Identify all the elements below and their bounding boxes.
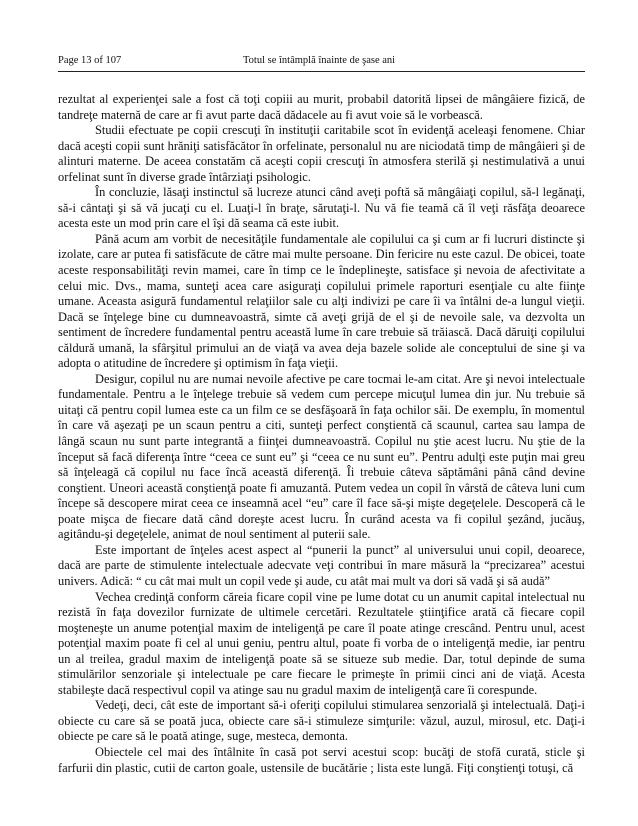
- paragraph: Vedeţi, deci, cât este de important să-i oferiţi copilului stimularea senzorială şi intelectuală. Daţi-i obiecte cu care să se poată juca, obiecte care să-i stimuleze simţurile: văzul, auzul, mirosul, etc. Daţi-i obiecte pe care să le poată atinge, suge, mesteca, demonta.: [58, 698, 585, 744]
- page-number: Page 13 of 107: [58, 55, 122, 66]
- paragraph: Desigur, copilul nu are numai nevoile afective pe care tocmai le-am citat. Are şi nevoi intelectuale fundamentale. Pentru a le înţelege trebuie să vedem cum percepe micuţul lumea din jur. Nu trebuie să uitaţi că pentru copil lumea este ca un film ce se desfăşoară în faţa ochilor săi. De exemplu, în momentul în care vă aşezaţi pe un scaun pentru a citi, sunteţi perfect conştientă că scaunul, cartea sau lampa de lângă scaun nu sunt parte integrantă a fiinţei dumneavoastră. Copilul nu ştie acest lucru. Nu ştie de la început să facă diferenţa între “ceea ce sunt eu” şi “ceea ce nu sunt eu”. Pentru adulţi este puţin mai greu să înţeleagă că copilul nu face încă această diferenţă. Îi trebuie câteva săptămâni până când devine conştient. Uneori această conştienţă poate fi amuzantă. Putem vedea un copil în vârstă de câteva luni cum începe să descopere mirat ceea ce inseamnă acel “eu” care îl face să-şi mişte degeţelele. Descoperă că le poate mişca de fiecare dată când doreşte acest lucru. În curând acesta va fi copilul şezând, jucăuş, agitându-şi degeţelele, animat de noul sentiment al puterii sale.: [58, 371, 585, 542]
- page-header: [58, 55, 585, 72]
- paragraph: Vechea credinţă conform căreia ficare copil vine pe lume dotat cu un anumit capital intelectual nu rezistă în faţa dovezilor furnizate de ultimele cercetări. Rezultatele ştiinţifice arată că fiecare copil moşteneşte un anume potenţial maxim de inteligenţă pe care îl poate atinge crescând. Pentru unul, acest potenţial maxim poate fi cel al unui geniu, pentru altul, poate fi vorba de o inteligenţă medie, iar pentru un al treilea, gradul maxim de inteligenţă poate să se situeze sub medie. Dar, totul depinde de suma stimulărilor senzoriale şi intelectuale pe care fiecare le primeşte în primii cinci ani de viaţă. Acesta stabileşte dacă respectivul copil va atinge sau nu gradul maxim de inteligenţă care îi corespunde.: [58, 589, 585, 697]
- paragraph: În concluzie, lăsaţi instinctul să lucreze atunci când aveţi poftă să mângâiaţi copilul, să-l legănaţi, să-i cântaţi şi să vă jucaţi cu el. Luaţi-l în braţe, sărutaţi-l. Nu vă fie teamă că îl veţi răsfăţa deoarece acesta este un mod prin care el îşi dă seama că este iubit.: [58, 185, 585, 231]
- running-title: Totul se întâmplă înainte de şase ani: [243, 55, 396, 66]
- paragraph: Studii efectuate pe copii crescuţi în instituţii caritabile scot în evidenţă aceleaşi fenomene. Chiar dacă aceşti copii sunt hrăniţi satisfăcător în orfelinate, personalul nu are niciodată timp de mângâieri şi de alinturi materne. De aceea constatăm că aceşti copii crescuţi în atmosfera sterilă şi nestimulativă a unui orfelinat sunt în diverse grade întârziaţi psihologic.: [58, 123, 585, 184]
- paragraph: Obiectele cel mai des întâlnite în casă pot servi acestui scop: bucăţi de stofă curată, sticle şi farfurii din plastic, cutii de carton goale, ustensile de bucătărie ; lista este lungă. Fiţi conştienţi totuşi, că: [58, 744, 585, 775]
- paragraph: Până acum am vorbit de necesităţile fundamentale ale copilului ca şi cum ar fi lucruri distincte şi izolate, care ar putea fi satisfăcute de către mai multe persoane. Din fericire nu este cazul. De obicei, toate aceste responsabilităţi revin mamei, care în timp ce le îndeplineşte, satisface şi nevoia de afectivitate a celui mic. Dvs., mama, sunteţi acea care asiguraţi copilului primele raporturi esenţiale cu alte fiinţe umane. Aceasta asigură fundamentul relaţiilor sale cu alţi indivizi pe care îi va întâlni de-a lungul vieţii. Dacă se înţelege bine cu dumneavoastră, simte că aveţi grijă de el şi de nevoile sale, va dezvolta un sentiment de încredere fundamental pentru această lume în care trebuie să trăiască. Dacă dăruiţi copilului căldură umană, la sfârşitul primului an de viaţă va avea deja bazele solide ale conceptului de sine şi va adopta o atitudine de încredere şi optimism în faţa vieţii.: [58, 231, 585, 371]
- paragraph: Este important de înţeles acest aspect al “punerii la punct” al universului unui copil, deoarece, dacă are parte de stimulente intelectuale adecvate veţi contribui în mare măsură la “precizarea” acestui univers. Adică: “ cu cât mai mult un copil vede şi aude, cu atât mai mult va dori să vadă şi să audă”: [58, 542, 585, 588]
- paragraph: rezultat al experienţei sale a fost că toţi copiii au murit, probabil datorită lipsei de mângâiere fizică, de tandreţe maternă de care ar fi avut parte dacă dădacele au fi avut voie să le vorbească.: [58, 92, 585, 122]
- body-text: [58, 92, 585, 776]
